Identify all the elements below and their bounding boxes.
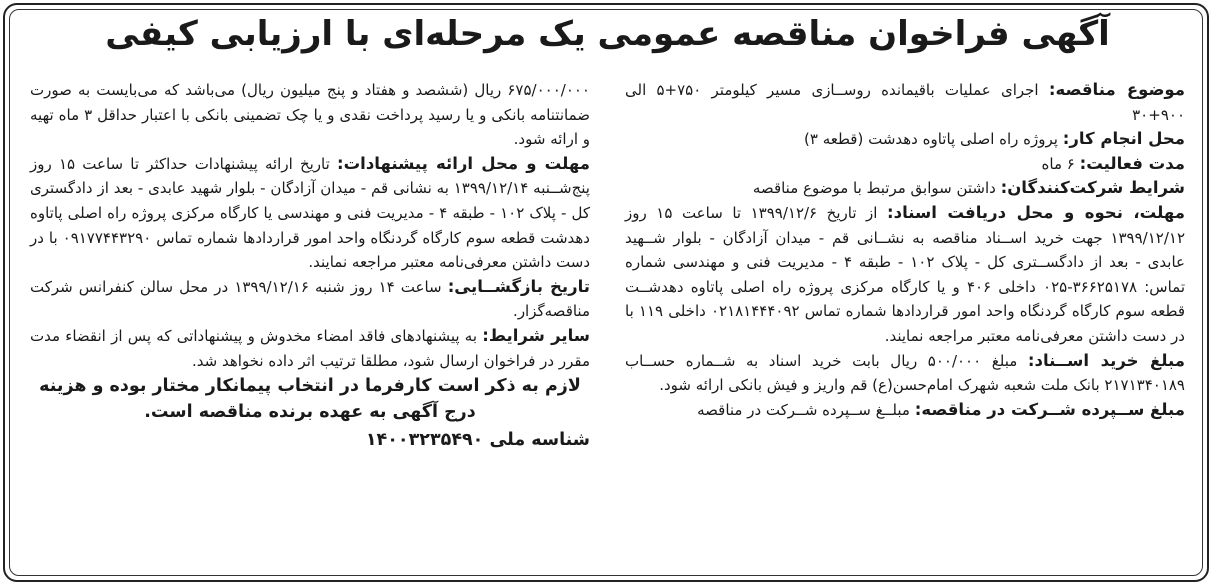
subject-text: اجرای عملیات باقیمانده روســازی مسیر کیلومتر ۷۵۰+۵ الی ۹۰۰+۳۰ — [625, 81, 1185, 124]
other-conditions-text: به پیشنهادهای فاقد امضاء مخدوش و پیشنهاداتی که پس از انقضاء مدت مقرر در فراخوان ارسال شود، مطلقا ترتیب اثر داده نخواهد شد. — [30, 326, 590, 370]
other-conditions-paragraph — [30, 324, 590, 373]
proposal-deadline-text: تاریخ ارائه پیشنهادات حداکثر تا ساعت ۱۵ روز پنج‌شــنبه ۱۳۹۹/۱۲/۱۴ به نشانی قم - میدان آزادگان - بلوار شهید عابدی - بعد از دادگستری کل - پلاک ۱۰۲ - طبقه ۴ - مدیریت فنی و مهندسی یا کارگاه مرکزی پروژه راه اصلی پاتاوه دهدشت قطعه سوم کارگاه گردنگاه واحد امور قراردادها شماره تماس ۰۹۱۷۷۴۴۳۲۹۰ با در دست داشتن معرفی‌نامه معتبر مراجعه نمایند. — [30, 154, 591, 272]
purchase-amount-paragraph — [625, 349, 1185, 398]
opening-text: ساعت ۱۴ روز شنبه ۱۳۹۹/۱۲/۱۶ در محل سالن کنفرانس شرکت مناقصه‌گزار. — [30, 277, 590, 321]
location-paragraph — [625, 127, 1185, 152]
deposit-continued-text: ۶۷۵/۰۰۰/۰۰۰ ریال (ششصد و هفتاد و پنج میلیون ریال) می‌باشد که می‌بایست به صورت ضمانتنامه بانکی و یا رسید پرداخت نقدی و یا چک تضمینی بانکی با اعتبار حداقل ۳ ماه تهیه و ارائه شود. — [30, 81, 590, 149]
conditions-paragraph — [625, 176, 1185, 201]
other-conditions-label: سایر شرایط: — [482, 325, 590, 345]
left-column — [30, 78, 590, 455]
right-column — [625, 78, 1185, 422]
duration-label: مدت فعالیت: — [1079, 153, 1185, 173]
subject-label: موضوع مناقصه: — [1048, 80, 1185, 99]
purchase-amount-text: مبلغ ۵۰۰/۰۰۰ ریال بابت خرید اسناد به شــماره حســاب ۲۱۷۱۳۴۰۱۸۹ بانک ملت شعبه شهرک امام‌حسن(ع) قم واریز و فیش بانکی ارائه شود. — [625, 351, 1185, 395]
notice-title: آگهی فراخوان مناقصه عمومی یک مرحله‌ای با ارزیابی کیفی — [105, 14, 1110, 54]
purchase-amount-label: مبلغ خرید اســناد: — [1027, 350, 1185, 370]
opening-label: تاریخ بازگشــایی: — [447, 276, 590, 296]
deposit-paragraph — [625, 398, 1185, 423]
proposal-deadline-label: مهلت و محل ارائه پیشنهادات: — [337, 153, 590, 173]
document-receipt-paragraph — [625, 201, 1185, 349]
conditions-text: داشتن سوابق مرتبط با موضوع مناقصه — [752, 179, 996, 198]
proposal-deadline-paragraph — [30, 152, 590, 275]
duration-text: ۶ ماه — [1041, 154, 1075, 173]
location-label: محل انجام کار: — [1062, 129, 1185, 149]
location-text: پروژه راه اصلی پاتاوه دهدشت (قطعه ۳) — [804, 130, 1058, 149]
deposit-text: مبلــغ ســپرده شــرکت در مناقصه — [697, 400, 910, 419]
duration-paragraph — [625, 152, 1185, 177]
document-receipt-label: مهلت، نحوه و محل دریافت اسناد: — [887, 202, 1185, 222]
employer-notice: لازم به ذکر است کارفرما در انتخاب پیمانکار مختار بوده و هزینه درج آگهی به عهده برنده مناقصه است. — [39, 376, 581, 423]
document-receipt-text: از تاریخ ۱۳۹۹/۱۲/۶ تا ساعت ۱۵ روز ۱۳۹۹/۱۲/۱۲ جهت خرید اســناد مناقصه به نشــانی قم - میدان آزادگان - بلوار شــهید عابدی - بعد از دادگســتری کل - پلاک ۱۰۲ - طبقه ۴ - مدیریت فنی و مهندسی شماره تماس: ۳۶۶۲۵۱۷۸-۰۲۵ داخلی ۴۰۶ و یا کارگاه مرکزی پروژه راه اصلی پاتاوه دهدشــت قطعه سوم کارگاه گردنگاه واحد امور قراردادها شماره تماس ۰۲۱۸۱۴۴۴۰۹۲ داخلی ۱۱۹ با در دست داشتن معرفی‌نامه معتبر مراجعه نمایند. — [625, 203, 1186, 345]
subject-paragraph — [625, 78, 1185, 127]
conditions-label: شرایط شرکت‌کنندگان: — [1000, 178, 1185, 198]
opening-paragraph — [30, 275, 590, 324]
national-id: شناسه ملی ۱۴۰۰۳۲۳۵۴۹۰ — [365, 430, 590, 451]
deposit-label: مبلغ ســپرده شــرکت در مناقصه: — [914, 399, 1185, 419]
